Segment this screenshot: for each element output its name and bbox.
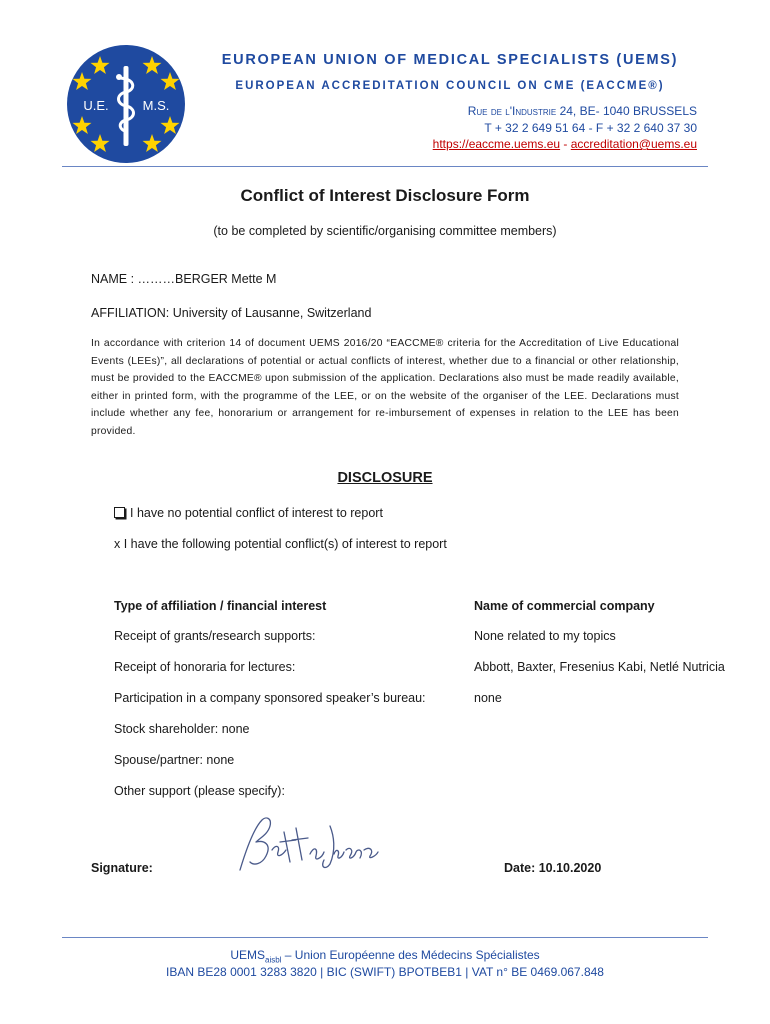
street-rest: 24, BE- 1040 BRUSSELS — [556, 104, 697, 118]
handwritten-signature — [226, 810, 386, 878]
form-subtitle: (to be completed by scientific/organising committee members) — [213, 224, 557, 238]
signature-date: Date: 10.10.2020 — [504, 861, 602, 875]
row-company: none — [474, 691, 502, 705]
option-no-conflict — [114, 506, 383, 520]
spouse-line: Spouse/partner: none — [114, 753, 235, 767]
signature-label: Signature: — [91, 861, 153, 875]
phone-fax: T + 32 2 649 51 64 - F + 32 2 640 37 30 — [484, 121, 697, 135]
footer-line-1 — [0, 948, 770, 964]
footer-divider — [62, 937, 708, 938]
option-no-conflict-label: I have no potential conflict of interest to report — [130, 506, 383, 520]
form-title: Conflict of Interest Disclosure Form — [240, 186, 530, 205]
footer-org-prefix: UEMS — [230, 948, 266, 962]
footer-line-2: IBAN BE28 0001 3283 3820 | BIC (SWIFT) BPOTBEB1 | VAT n° BE 0469.067.848 — [166, 965, 604, 979]
council-name: EUROPEAN ACCREDITATION COUNCIL ON CME (EACCME®) — [235, 80, 665, 92]
row-company: None related to my topics — [474, 629, 616, 643]
header-divider — [62, 166, 708, 167]
option-has-conflict: x I have the following potential conflict(s) of interest to report — [114, 537, 447, 551]
link-separator: - — [560, 137, 571, 151]
website-link[interactable]: https://eaccme.uems.eu — [432, 137, 561, 151]
row-company: Abbott, Baxter, Fresenius Kabi, Netlé Nutricia — [474, 660, 725, 674]
row-type: Receipt of grants/research supports: — [114, 629, 316, 643]
col-header-company: Name of commercial company — [474, 599, 655, 613]
footer-org-rest: – Union Européenne des Médecins Spécialistes — [281, 948, 540, 962]
footer-org-suffix: aisbl — [265, 955, 282, 965]
svg-text:M.S.: M.S. — [142, 98, 170, 113]
name-field: NAME : ………BERGER Mette M — [91, 272, 277, 286]
address-line — [468, 104, 697, 118]
row-type: Receipt of honoraria for lectures: — [114, 660, 296, 674]
stock-line: Stock shareholder: none — [114, 722, 250, 736]
row-type: Participation in a company sponsored speaker’s bureau: — [114, 691, 426, 705]
other-support-line: Other support (please specify): — [114, 784, 285, 798]
col-header-type: Type of affiliation / financial interest — [114, 599, 327, 613]
svg-text:U.E.: U.E. — [83, 98, 109, 113]
disclosure-heading: DISCLOSURE — [337, 470, 433, 486]
criteria-paragraph: In accordance with criterion 14 of document UEMS 2016/20 “EACCME® criteria for the Accreditation of Live Educational Events (LEEs)”, all declarations of potential or actual conflicts of interest, whether due to a financial or other relationship, must be provided to the EACCME® upon submission of the application. Declarations also must be made readily available, either in printed form, with the programme of the LEE, or on the website of the organiser of the LEE. Declarations must include whether any fee, honorarium or arrangement for re-imbursement of expenses in relation to the LEE has been provided. — [91, 338, 679, 437]
email-link[interactable]: accreditation@uems.eu — [570, 137, 697, 151]
checkbox-icon[interactable] — [114, 507, 125, 518]
uems-logo — [66, 44, 186, 164]
affiliation-field: AFFILIATION: University of Lausanne, Switzerland — [91, 306, 372, 320]
contact-links — [433, 137, 697, 151]
street-name: Rue de l'Industrie — [467, 104, 557, 118]
org-name: EUROPEAN UNION OF MEDICAL SPECIALISTS (UEMS) — [221, 52, 679, 68]
